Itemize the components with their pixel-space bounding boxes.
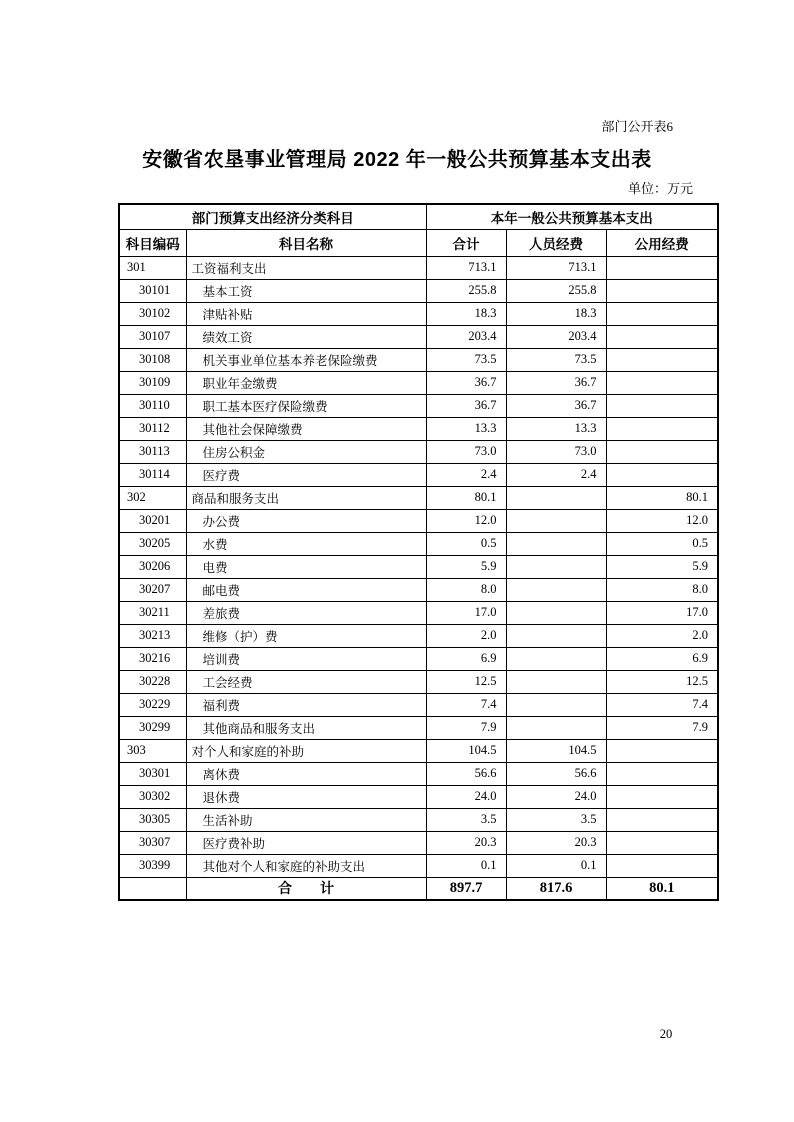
- public-value-cell: [606, 302, 718, 325]
- table-row: [119, 831, 718, 854]
- public-value-cell: 0.5: [606, 532, 718, 555]
- subject-name-cell: 福利费: [186, 693, 426, 716]
- table-row: [119, 417, 718, 440]
- total-value-cell: 7.9: [426, 716, 506, 739]
- personnel-value-cell: 255.8: [506, 279, 606, 302]
- total-value-cell: 73.5: [426, 348, 506, 371]
- public-value-cell: 12.0: [606, 509, 718, 532]
- col-header-name: 科目名称: [186, 229, 426, 256]
- page-number: 20: [659, 1027, 673, 1041]
- personnel-value-cell: 203.4: [506, 325, 606, 348]
- subject-code-cell: 30305: [119, 808, 186, 831]
- subject-name-cell: 电费: [186, 555, 426, 578]
- table-row: [119, 440, 718, 463]
- total-row-total-value: 897.7: [426, 877, 506, 900]
- personnel-value-cell: [506, 578, 606, 601]
- subject-code-cell: 30107: [119, 325, 186, 348]
- table-row: [119, 624, 718, 647]
- table-row: [119, 670, 718, 693]
- total-value-cell: 24.0: [426, 785, 506, 808]
- table-row: [119, 785, 718, 808]
- subject-name-cell: 差旅费: [186, 601, 426, 624]
- total-value-cell: 0.1: [426, 854, 506, 877]
- subject-name-cell: 商品和服务支出: [186, 486, 426, 509]
- personnel-value-cell: [506, 716, 606, 739]
- public-value-cell: [606, 371, 718, 394]
- subject-code-cell: 30110: [119, 394, 186, 417]
- subject-name-cell: 其他社会保障缴费: [186, 417, 426, 440]
- personnel-value-cell: 36.7: [506, 371, 606, 394]
- page-title: 安徽省农垦事业管理局 2022 年一般公共预算基本支出表: [142, 149, 652, 171]
- subject-name-cell: 生活补助: [186, 808, 426, 831]
- col-header-code: 科目编码: [119, 229, 186, 256]
- personnel-value-cell: 13.3: [506, 417, 606, 440]
- subject-code-cell: 30113: [119, 440, 186, 463]
- table-row: [119, 256, 718, 279]
- public-value-cell: [606, 785, 718, 808]
- total-value-cell: 18.3: [426, 302, 506, 325]
- personnel-value-cell: 2.4: [506, 463, 606, 486]
- public-value-cell: 7.9: [606, 716, 718, 739]
- subject-code-cell: 303: [119, 739, 186, 762]
- total-value-cell: 36.7: [426, 394, 506, 417]
- subject-code-cell: 30112: [119, 417, 186, 440]
- personnel-value-cell: [506, 647, 606, 670]
- table-row: [119, 716, 718, 739]
- total-value-cell: 80.1: [426, 486, 506, 509]
- public-value-cell: 6.9: [606, 647, 718, 670]
- table-row: [119, 302, 718, 325]
- subject-name-cell: 医疗费: [186, 463, 426, 486]
- total-value-cell: 713.1: [426, 256, 506, 279]
- total-row-personnel-value: 817.6: [506, 877, 606, 900]
- subject-code-cell: 30213: [119, 624, 186, 647]
- subject-name-cell: 其他商品和服务支出: [186, 716, 426, 739]
- personnel-value-cell: 36.7: [506, 394, 606, 417]
- total-value-cell: 56.6: [426, 762, 506, 785]
- personnel-value-cell: 56.6: [506, 762, 606, 785]
- public-value-cell: [606, 325, 718, 348]
- table-body: [119, 256, 718, 877]
- subject-code-cell: 30302: [119, 785, 186, 808]
- total-row-empty-code: [119, 877, 186, 900]
- public-value-cell: 17.0: [606, 601, 718, 624]
- personnel-value-cell: [506, 601, 606, 624]
- table-row: [119, 739, 718, 762]
- header-note: 部门公开表6: [601, 119, 673, 134]
- personnel-value-cell: [506, 624, 606, 647]
- budget-table: [118, 203, 719, 901]
- personnel-value-cell: 20.3: [506, 831, 606, 854]
- total-value-cell: 12.0: [426, 509, 506, 532]
- subject-name-cell: 职业年金缴费: [186, 371, 426, 394]
- table-row: [119, 325, 718, 348]
- table-row: [119, 463, 718, 486]
- table-row: [119, 854, 718, 877]
- table-row: [119, 509, 718, 532]
- subject-name-cell: 工资福利支出: [186, 256, 426, 279]
- col-header-total: 合计: [426, 229, 506, 256]
- subject-name-cell: 维修（护）费: [186, 624, 426, 647]
- group-header-subject: 部门预算支出经济分类科目: [119, 204, 426, 229]
- personnel-value-cell: [506, 509, 606, 532]
- group-header-row: [119, 204, 718, 229]
- table-row: [119, 279, 718, 302]
- group-header-expenditure: 本年一般公共预算基本支出: [426, 204, 718, 229]
- public-value-cell: [606, 463, 718, 486]
- subject-code-cell: 30206: [119, 555, 186, 578]
- table-row: [119, 693, 718, 716]
- column-header-row: [119, 229, 718, 256]
- subject-name-cell: 绩效工资: [186, 325, 426, 348]
- table-row: [119, 532, 718, 555]
- subject-code-cell: 30299: [119, 716, 186, 739]
- public-value-cell: 7.4: [606, 693, 718, 716]
- subject-code-cell: 30109: [119, 371, 186, 394]
- subject-name-cell: 培训费: [186, 647, 426, 670]
- subject-code-cell: 30307: [119, 831, 186, 854]
- subject-code-cell: 30207: [119, 578, 186, 601]
- personnel-value-cell: [506, 555, 606, 578]
- public-value-cell: 2.0: [606, 624, 718, 647]
- subject-name-cell: 其他对个人和家庭的补助支出: [186, 854, 426, 877]
- total-value-cell: 6.9: [426, 647, 506, 670]
- public-value-cell: [606, 440, 718, 463]
- subject-name-cell: 对个人和家庭的补助: [186, 739, 426, 762]
- table-row: [119, 578, 718, 601]
- total-value-cell: 73.0: [426, 440, 506, 463]
- col-header-personnel: 人员经费: [506, 229, 606, 256]
- public-value-cell: [606, 854, 718, 877]
- total-value-cell: 20.3: [426, 831, 506, 854]
- subject-code-cell: 30228: [119, 670, 186, 693]
- table-head: [119, 204, 718, 256]
- subject-code-cell: 301: [119, 256, 186, 279]
- subject-name-cell: 工会经费: [186, 670, 426, 693]
- subject-name-cell: 办公费: [186, 509, 426, 532]
- total-value-cell: 2.4: [426, 463, 506, 486]
- personnel-value-cell: 24.0: [506, 785, 606, 808]
- personnel-value-cell: 713.1: [506, 256, 606, 279]
- table-row: [119, 371, 718, 394]
- total-value-cell: 17.0: [426, 601, 506, 624]
- personnel-value-cell: [506, 532, 606, 555]
- personnel-value-cell: 73.0: [506, 440, 606, 463]
- personnel-value-cell: [506, 693, 606, 716]
- public-value-cell: [606, 279, 718, 302]
- subject-code-cell: 30108: [119, 348, 186, 371]
- subject-code-cell: 30211: [119, 601, 186, 624]
- table-row: [119, 348, 718, 371]
- table-footer: [119, 877, 718, 900]
- unit-label: 单位：万元: [627, 181, 693, 196]
- subject-name-cell: 职工基本医疗保险缴费: [186, 394, 426, 417]
- total-value-cell: 2.0: [426, 624, 506, 647]
- personnel-value-cell: [506, 486, 606, 509]
- subject-code-cell: 30399: [119, 854, 186, 877]
- public-value-cell: 80.1: [606, 486, 718, 509]
- subject-code-cell: 30114: [119, 463, 186, 486]
- total-value-cell: 7.4: [426, 693, 506, 716]
- subject-code-cell: 30102: [119, 302, 186, 325]
- public-value-cell: [606, 417, 718, 440]
- personnel-value-cell: 18.3: [506, 302, 606, 325]
- subject-code-cell: 30229: [119, 693, 186, 716]
- subject-code-cell: 30205: [119, 532, 186, 555]
- total-value-cell: 8.0: [426, 578, 506, 601]
- total-value-cell: 36.7: [426, 371, 506, 394]
- subject-code-cell: 30301: [119, 762, 186, 785]
- personnel-value-cell: 3.5: [506, 808, 606, 831]
- personnel-value-cell: [506, 670, 606, 693]
- table-row: [119, 555, 718, 578]
- subject-name-cell: 邮电费: [186, 578, 426, 601]
- public-value-cell: [606, 348, 718, 371]
- personnel-value-cell: 0.1: [506, 854, 606, 877]
- public-value-cell: [606, 739, 718, 762]
- subject-name-cell: 医疗费补助: [186, 831, 426, 854]
- total-value-cell: 5.9: [426, 555, 506, 578]
- subject-name-cell: 住房公积金: [186, 440, 426, 463]
- public-value-cell: [606, 831, 718, 854]
- subject-name-cell: 机关事业单位基本养老保险缴费: [186, 348, 426, 371]
- subject-name-cell: 离休费: [186, 762, 426, 785]
- total-value-cell: 203.4: [426, 325, 506, 348]
- subject-code-cell: 30201: [119, 509, 186, 532]
- total-value-cell: 104.5: [426, 739, 506, 762]
- total-value-cell: 0.5: [426, 532, 506, 555]
- total-row-label: 合 计: [186, 877, 426, 900]
- subject-code-cell: 30101: [119, 279, 186, 302]
- public-value-cell: [606, 394, 718, 417]
- total-row: [119, 877, 718, 900]
- col-header-public: 公用经费: [606, 229, 718, 256]
- personnel-value-cell: 104.5: [506, 739, 606, 762]
- public-value-cell: 12.5: [606, 670, 718, 693]
- public-value-cell: [606, 256, 718, 279]
- table-row: [119, 601, 718, 624]
- public-value-cell: 8.0: [606, 578, 718, 601]
- table-row: [119, 762, 718, 785]
- public-value-cell: [606, 808, 718, 831]
- table-row: [119, 808, 718, 831]
- total-value-cell: 12.5: [426, 670, 506, 693]
- personnel-value-cell: 73.5: [506, 348, 606, 371]
- subject-name-cell: 水费: [186, 532, 426, 555]
- total-value-cell: 13.3: [426, 417, 506, 440]
- subject-name-cell: 基本工资: [186, 279, 426, 302]
- subject-code-cell: 302: [119, 486, 186, 509]
- table-row: [119, 647, 718, 670]
- total-value-cell: 3.5: [426, 808, 506, 831]
- total-row-public-value: 80.1: [606, 877, 718, 900]
- table-row: [119, 394, 718, 417]
- subject-code-cell: 30216: [119, 647, 186, 670]
- table-row: [119, 486, 718, 509]
- public-value-cell: [606, 762, 718, 785]
- total-value-cell: 255.8: [426, 279, 506, 302]
- subject-name-cell: 津贴补贴: [186, 302, 426, 325]
- public-value-cell: 5.9: [606, 555, 718, 578]
- subject-name-cell: 退休费: [186, 785, 426, 808]
